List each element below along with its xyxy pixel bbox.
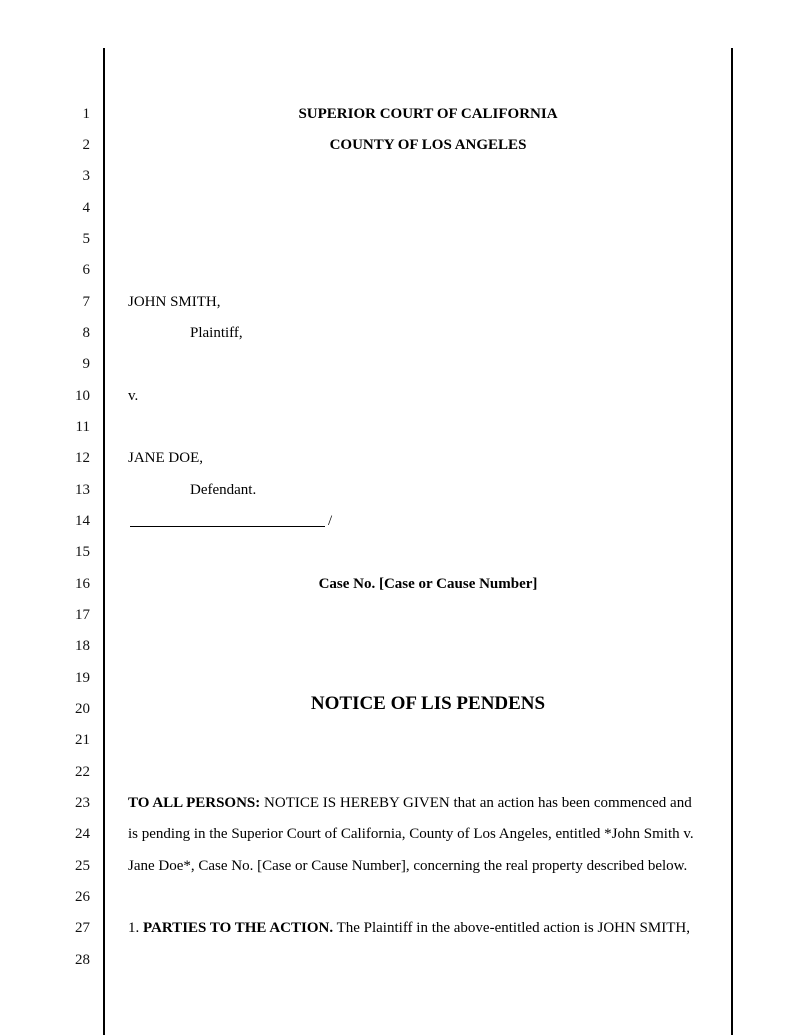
line-number: 24 xyxy=(75,826,90,842)
line-number: 9 xyxy=(82,356,90,372)
line-number: 19 xyxy=(75,670,90,686)
line-number: 1 xyxy=(82,106,90,122)
line-number: 27 xyxy=(75,920,90,936)
line-number: 23 xyxy=(75,795,90,811)
case-number: Case No. [Case or Cause Number] xyxy=(318,576,538,592)
paragraph-number: 1. xyxy=(128,920,143,936)
left-margin-rule xyxy=(103,48,105,1035)
body-paragraph-line: Jane Doe*, Case No. [Case or Cause Number], concerning the real property described below. xyxy=(128,858,688,874)
line-number: 10 xyxy=(75,388,90,404)
defendant-role: Defendant. xyxy=(190,482,257,498)
line-number: 2 xyxy=(82,137,90,153)
line-number: 12 xyxy=(75,450,90,466)
line-number: 26 xyxy=(75,889,90,905)
line-number: 13 xyxy=(75,482,90,498)
defendant-name: JANE DOE, xyxy=(128,450,203,466)
line-number: 25 xyxy=(75,858,90,874)
line-number: 14 xyxy=(75,513,90,529)
line-number: 7 xyxy=(82,294,90,310)
paragraph-text: The Plaintiff in the above-entitled action is JOHN SMITH, xyxy=(333,920,690,936)
caption-slash: / xyxy=(328,513,333,529)
court-name: SUPERIOR COURT OF CALIFORNIA xyxy=(298,106,558,122)
line-number: 5 xyxy=(82,231,90,247)
body-paragraph-line xyxy=(128,919,690,937)
line-number: 21 xyxy=(75,732,90,748)
right-margin-rule xyxy=(731,48,733,1035)
line-number: 4 xyxy=(82,200,90,216)
plaintiff-name: JOHN SMITH, xyxy=(128,294,221,310)
document-title: NOTICE OF LIS PENDENS xyxy=(310,693,546,714)
versus: v. xyxy=(128,388,139,404)
line-number: 20 xyxy=(75,701,90,717)
paragraph-lead: PARTIES TO THE ACTION. xyxy=(143,920,334,936)
caption-underline xyxy=(130,526,325,527)
line-number: 6 xyxy=(82,262,90,278)
plaintiff-role: Plaintiff, xyxy=(190,325,243,341)
line-number: 3 xyxy=(82,168,90,184)
line-number: 28 xyxy=(75,952,90,968)
paragraph-lead: TO ALL PERSONS: xyxy=(128,795,261,811)
line-number: 15 xyxy=(75,544,90,560)
paragraph-text: NOTICE IS HEREBY GIVEN that an action has been commenced and xyxy=(260,795,692,811)
line-number: 17 xyxy=(75,607,90,623)
line-number: 11 xyxy=(75,419,90,435)
line-number: 8 xyxy=(82,325,90,341)
court-county: COUNTY OF LOS ANGELES xyxy=(329,137,527,153)
line-number: 22 xyxy=(75,764,90,780)
body-paragraph-line xyxy=(128,794,692,812)
line-number: 18 xyxy=(75,638,90,654)
body-paragraph-line: is pending in the Superior Court of California, County of Los Angeles, entitled *John Smith v. xyxy=(128,826,694,842)
line-number: 16 xyxy=(75,576,90,592)
